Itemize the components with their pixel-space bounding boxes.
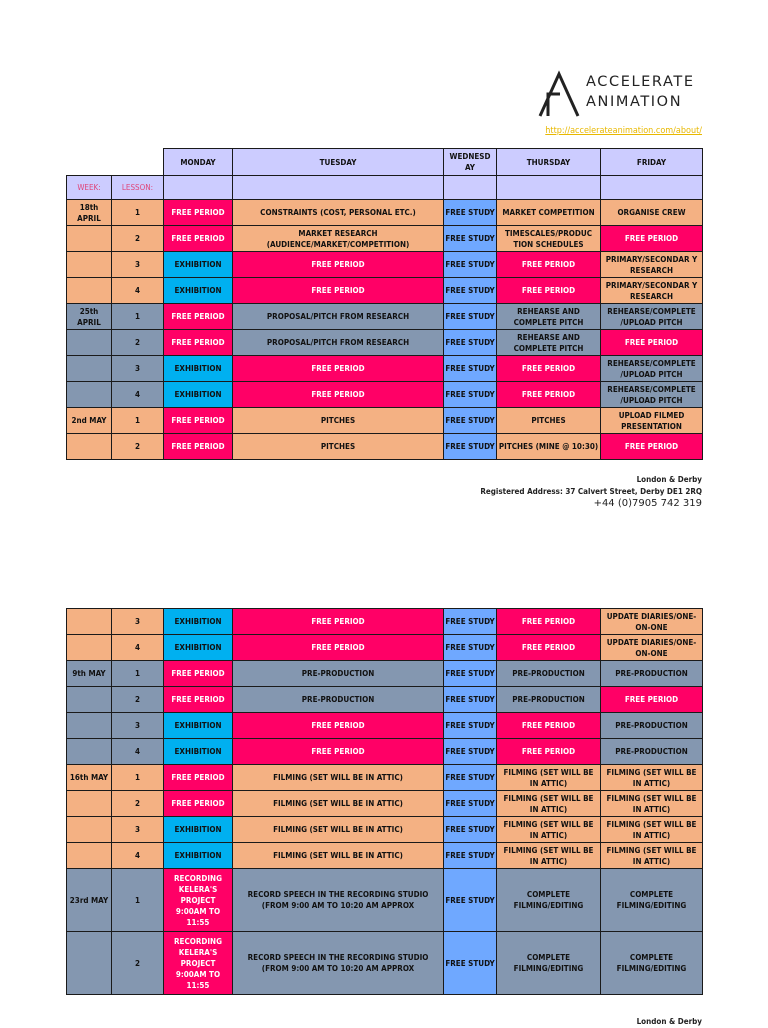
schedule-table-1 (66, 148, 703, 460)
schedule-row (67, 932, 703, 995)
wednesday-cell: FREE STUDY (444, 252, 497, 278)
header-monday: MONDAY (164, 149, 233, 176)
friday-cell: FREE PERIOD (601, 434, 703, 460)
lesson-cell: 3 (112, 252, 164, 278)
brand-line1: ACCELERATE (586, 74, 695, 90)
schedule-row (67, 609, 703, 635)
wednesday-cell: FREE STUDY (444, 713, 497, 739)
thursday-cell: TIMESCALES/PRODUC TION SCHEDULES (497, 226, 601, 252)
monday-cell: FREE PERIOD (164, 791, 233, 817)
tuesday-cell: PROPOSAL/PITCH FROM RESEARCH (233, 330, 444, 356)
friday-cell: FREE PERIOD (601, 687, 703, 713)
thursday-cell: FILMING (SET WILL BE IN ATTIC) (497, 765, 601, 791)
friday-cell: ORGANISE CREW (601, 200, 703, 226)
wednesday-cell: FREE STUDY (444, 408, 497, 434)
tuesday-cell: FREE PERIOD (233, 252, 444, 278)
monday-cell: FREE PERIOD (164, 765, 233, 791)
header-week: WEEK: (67, 176, 112, 200)
thursday-cell: PITCHES (MINE @ 10:30) (497, 434, 601, 460)
thursday-cell: MARKET COMPETITION (497, 200, 601, 226)
lesson-cell: 3 (112, 356, 164, 382)
week-cell (67, 278, 112, 304)
lesson-cell: 1 (112, 661, 164, 687)
thursday-cell: COMPLETE FILMING/EDITING (497, 932, 601, 995)
schedule-row (67, 330, 703, 356)
friday-cell: FREE PERIOD (601, 226, 703, 252)
friday-cell: FILMING (SET WILL BE IN ATTIC) (601, 817, 703, 843)
column-label-row (67, 176, 703, 200)
thursday-cell: FREE PERIOD (497, 739, 601, 765)
brand-line2: ANIMATION (586, 94, 683, 110)
thursday-cell: FREE PERIOD (497, 252, 601, 278)
lesson-cell: 4 (112, 739, 164, 765)
lesson-cell: 3 (112, 817, 164, 843)
tuesday-cell: CONSTRAINTS (COST, PERSONAL ETC.) (233, 200, 444, 226)
tuesday-cell: PRE-PRODUCTION (233, 687, 444, 713)
week-cell (67, 843, 112, 869)
week-cell (67, 932, 112, 995)
wednesday-cell: FREE STUDY (444, 609, 497, 635)
friday-cell: PRE-PRODUCTION (601, 713, 703, 739)
wednesday-cell: FREE STUDY (444, 765, 497, 791)
monday-cell: FREE PERIOD (164, 408, 233, 434)
week-cell: 25th APRIL (67, 304, 112, 330)
monday-cell: RECORDING KELERA'S PROJECT 9:00AM TO 11:55 (164, 869, 233, 932)
week-cell: 2nd MAY (67, 408, 112, 434)
week-cell (67, 356, 112, 382)
lesson-cell: 3 (112, 713, 164, 739)
schedule-row (67, 765, 703, 791)
monday-cell: EXHIBITION (164, 356, 233, 382)
wednesday-cell: FREE STUDY (444, 661, 497, 687)
friday-cell: UPLOAD FILMED PRESENTATION (601, 408, 703, 434)
friday-cell: COMPLETE FILMING/EDITING (601, 932, 703, 995)
thursday-cell: COMPLETE FILMING/EDITING (497, 869, 601, 932)
lesson-cell: 4 (112, 635, 164, 661)
week-cell (67, 817, 112, 843)
wednesday-cell: FREE STUDY (444, 687, 497, 713)
week-cell: 16th MAY (67, 765, 112, 791)
monday-cell: EXHIBITION (164, 843, 233, 869)
monday-cell: FREE PERIOD (164, 200, 233, 226)
thursday-cell: FILMING (SET WILL BE IN ATTIC) (497, 843, 601, 869)
lesson-cell: 2 (112, 330, 164, 356)
schedule-row (67, 408, 703, 434)
monday-cell: EXHIBITION (164, 635, 233, 661)
wednesday-cell: FREE STUDY (444, 304, 497, 330)
lesson-cell: 4 (112, 382, 164, 408)
week-cell (67, 713, 112, 739)
header-lesson: LESSON: (112, 176, 164, 200)
friday-cell: UPDATE DIARIES/ONE-ON-ONE (601, 635, 703, 661)
tuesday-cell: FREE PERIOD (233, 713, 444, 739)
monday-cell: FREE PERIOD (164, 434, 233, 460)
tuesday-cell: FILMING (SET WILL BE IN ATTIC) (233, 843, 444, 869)
footer-block-1 (480, 474, 702, 510)
friday-cell: COMPLETE FILMING/EDITING (601, 869, 703, 932)
wednesday-cell: FREE STUDY (444, 817, 497, 843)
tuesday-cell: RECORD SPEECH IN THE RECORDING STUDIO (FROM 9:00 AM TO 10:20 AM APPROX (233, 869, 444, 932)
tuesday-cell: PRE-PRODUCTION (233, 661, 444, 687)
week-cell (67, 382, 112, 408)
schedule-table-2 (66, 608, 703, 995)
monday-cell: RECORDING KELERA'S PROJECT 9:00AM TO 11:55 (164, 932, 233, 995)
lesson-cell: 4 (112, 843, 164, 869)
schedule-row (67, 356, 703, 382)
wednesday-cell: FREE STUDY (444, 434, 497, 460)
schedule-row (67, 226, 703, 252)
footer-phone: +44 (0)7905 742 319 (593, 498, 702, 509)
wednesday-cell: FREE STUDY (444, 932, 497, 995)
wednesday-cell: FREE STUDY (444, 382, 497, 408)
thursday-cell: PRE-PRODUCTION (497, 687, 601, 713)
lesson-cell: 4 (112, 278, 164, 304)
lesson-cell: 2 (112, 226, 164, 252)
lesson-cell: 2 (112, 687, 164, 713)
thursday-cell: PRE-PRODUCTION (497, 661, 601, 687)
schedule-row (67, 635, 703, 661)
friday-cell: PRIMARY/SECONDAR Y RESEARCH (601, 252, 703, 278)
monday-cell: EXHIBITION (164, 817, 233, 843)
lesson-cell: 1 (112, 200, 164, 226)
schedule-row (67, 252, 703, 278)
header-tuesday: TUESDAY (233, 149, 444, 176)
brand-logo (538, 68, 704, 120)
tuesday-cell: FREE PERIOD (233, 278, 444, 304)
week-cell (67, 226, 112, 252)
friday-cell: UPDATE DIARIES/ONE-ON-ONE (601, 609, 703, 635)
wednesday-cell: FREE STUDY (444, 356, 497, 382)
thursday-cell: FREE PERIOD (497, 713, 601, 739)
header-wednesday: WEDNESD AY (444, 149, 497, 176)
thursday-cell: REHEARSE AND COMPLETE PITCH (497, 330, 601, 356)
lesson-cell: 2 (112, 791, 164, 817)
schedule-row (67, 687, 703, 713)
monday-cell: FREE PERIOD (164, 304, 233, 330)
schedule-row (67, 200, 703, 226)
week-cell (67, 434, 112, 460)
wednesday-cell: FREE STUDY (444, 869, 497, 932)
monday-cell: FREE PERIOD (164, 226, 233, 252)
footer-locations: London & Derby (636, 475, 702, 484)
wednesday-cell: FREE STUDY (444, 278, 497, 304)
schedule-row (67, 304, 703, 330)
footer-block-2 (637, 1016, 702, 1028)
friday-cell: FILMING (SET WILL BE IN ATTIC) (601, 843, 703, 869)
friday-cell: PRE-PRODUCTION (601, 739, 703, 765)
tuesday-cell: FREE PERIOD (233, 739, 444, 765)
wednesday-cell: FREE STUDY (444, 200, 497, 226)
tuesday-cell: FREE PERIOD (233, 356, 444, 382)
wednesday-cell: FREE STUDY (444, 330, 497, 356)
thursday-cell: FILMING (SET WILL BE IN ATTIC) (497, 817, 601, 843)
tuesday-cell: MARKET RESEARCH (AUDIENCE/MARKET/COMPETITION) (233, 226, 444, 252)
footer-locations-2: London & Derby (636, 1017, 702, 1026)
friday-cell: REHEARSE/COMPLETE /UPLOAD PITCH (601, 304, 703, 330)
week-cell (67, 635, 112, 661)
thursday-cell: FILMING (SET WILL BE IN ATTIC) (497, 791, 601, 817)
lesson-cell: 1 (112, 304, 164, 330)
wednesday-cell: FREE STUDY (444, 739, 497, 765)
schedule-row (67, 434, 703, 460)
monday-cell: FREE PERIOD (164, 661, 233, 687)
lesson-cell: 1 (112, 765, 164, 791)
wednesday-cell: FREE STUDY (444, 791, 497, 817)
schedule-row (67, 843, 703, 869)
accelerate-a-icon (538, 70, 580, 118)
thursday-cell: FREE PERIOD (497, 382, 601, 408)
friday-cell: FREE PERIOD (601, 330, 703, 356)
thursday-cell: FREE PERIOD (497, 609, 601, 635)
tuesday-cell: FREE PERIOD (233, 382, 444, 408)
week-cell (67, 687, 112, 713)
header-friday: FRIDAY (601, 149, 703, 176)
schedule-row (67, 661, 703, 687)
schedule-row (67, 382, 703, 408)
week-cell (67, 739, 112, 765)
wednesday-cell: FREE STUDY (444, 226, 497, 252)
friday-cell: PRE-PRODUCTION (601, 661, 703, 687)
lesson-cell: 1 (112, 408, 164, 434)
lesson-cell: 2 (112, 932, 164, 995)
tuesday-cell: FILMING (SET WILL BE IN ATTIC) (233, 817, 444, 843)
tuesday-cell: FREE PERIOD (233, 635, 444, 661)
lesson-cell: 2 (112, 434, 164, 460)
monday-cell: EXHIBITION (164, 252, 233, 278)
tuesday-cell: PITCHES (233, 434, 444, 460)
monday-cell: EXHIBITION (164, 278, 233, 304)
lesson-cell: 3 (112, 609, 164, 635)
thursday-cell: FREE PERIOD (497, 356, 601, 382)
thursday-cell: REHEARSE AND COMPLETE PITCH (497, 304, 601, 330)
schedule-row (67, 278, 703, 304)
schedule-row (67, 713, 703, 739)
footer-address: Registered Address: 37 Calvert Street, Derby DE1 2RQ (480, 487, 702, 496)
day-header-row (67, 149, 703, 176)
friday-cell: FILMING (SET WILL BE IN ATTIC) (601, 765, 703, 791)
schedule-row (67, 869, 703, 932)
week-cell (67, 609, 112, 635)
schedule-row (67, 739, 703, 765)
lesson-cell: 1 (112, 869, 164, 932)
week-cell (67, 330, 112, 356)
week-cell: 9th MAY (67, 661, 112, 687)
friday-cell: FILMING (SET WILL BE IN ATTIC) (601, 791, 703, 817)
wednesday-cell: FREE STUDY (444, 635, 497, 661)
thursday-cell: FREE PERIOD (497, 635, 601, 661)
monday-cell: EXHIBITION (164, 713, 233, 739)
friday-cell: PRIMARY/SECONDAR Y RESEARCH (601, 278, 703, 304)
thursday-cell: PITCHES (497, 408, 601, 434)
week-cell: 23rd MAY (67, 869, 112, 932)
schedule-row (67, 791, 703, 817)
brand-url-link[interactable]: http://accelerateanimation.com/about/ (545, 126, 702, 136)
week-cell (67, 252, 112, 278)
monday-cell: EXHIBITION (164, 609, 233, 635)
tuesday-cell: FREE PERIOD (233, 609, 444, 635)
tuesday-cell: PITCHES (233, 408, 444, 434)
monday-cell: EXHIBITION (164, 382, 233, 408)
monday-cell: FREE PERIOD (164, 330, 233, 356)
tuesday-cell: FILMING (SET WILL BE IN ATTIC) (233, 765, 444, 791)
friday-cell: REHEARSE/COMPLETE /UPLOAD PITCH (601, 356, 703, 382)
friday-cell: REHEARSE/COMPLETE /UPLOAD PITCH (601, 382, 703, 408)
monday-cell: FREE PERIOD (164, 687, 233, 713)
week-cell: 18th APRIL (67, 200, 112, 226)
header-thursday: THURSDAY (497, 149, 601, 176)
tuesday-cell: PROPOSAL/PITCH FROM RESEARCH (233, 304, 444, 330)
tuesday-cell: FILMING (SET WILL BE IN ATTIC) (233, 791, 444, 817)
monday-cell: EXHIBITION (164, 739, 233, 765)
tuesday-cell: RECORD SPEECH IN THE RECORDING STUDIO (FROM 9:00 AM TO 10:20 AM APPROX (233, 932, 444, 995)
thursday-cell: FREE PERIOD (497, 278, 601, 304)
wednesday-cell: FREE STUDY (444, 843, 497, 869)
week-cell (67, 791, 112, 817)
schedule-row (67, 817, 703, 843)
